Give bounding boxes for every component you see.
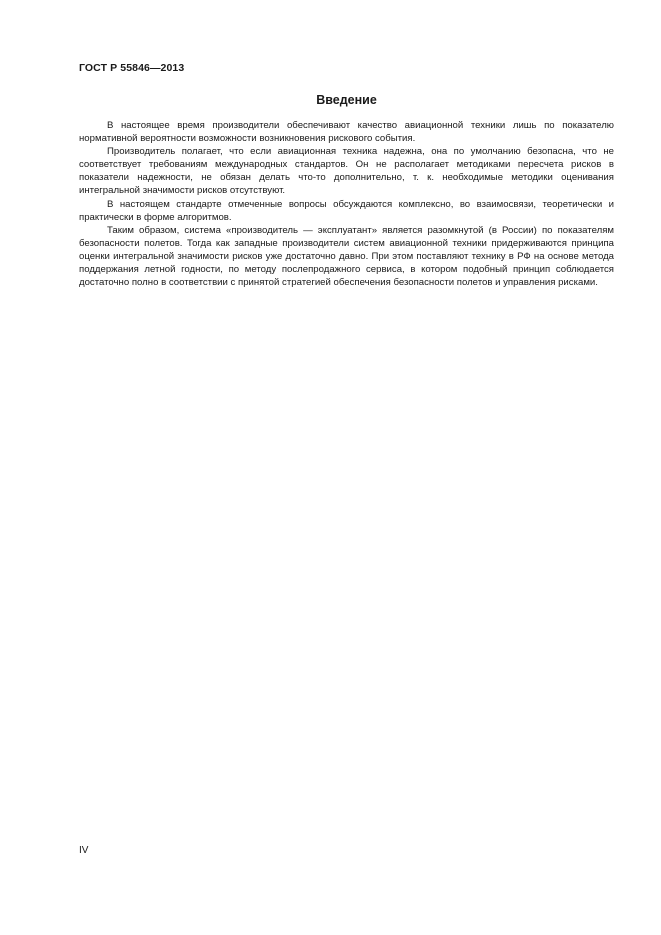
page-number: IV [79,845,89,856]
paragraph-3: В настоящем стандарте отмеченные вопросы обсуждаются комплексно, во взаимосвязи, теоретически и практически в форме алгоритмов. [79,198,614,223]
paragraph-1: В настоящее время производители обеспечивают качество авиационной техники лишь по показателю нормативной вероятности возможности возникновения рискового события. [79,120,614,145]
introduction-body [79,119,614,289]
document-code-header: ГОСТ Р 55846—2013 [79,62,185,74]
paragraph-4: Таким образом, система «производитель — эксплуатант» является разомкнутой (в России) по показателям безопасности полетов. Тогда как западные производители систем авиационной техники придерживаются принципа оценки интегральной значимости рисков уже достаточно давно. При этом поставляют технику в РФ на основе метода поддержания летной годности, по методу послепродажного сервиса, в котором подобный принцип соблюдается достаточно полно в соответствии с принятой стратегией обеспечения безопасности полетов и управления рисками. [79,224,614,289]
paragraph-2: Производитель полагает, что если авиационная техника надежна, она по умолчанию безопасна, что не соответствует требованиям международных стандартов. Он не располагает методиками пересчета рисков в показатели надежности, не обязан делать что-то дополнительно, т. к. необходимые методики оценивания интегральной значимости рисков отсутствуют. [79,146,614,197]
section-title: Введение [316,93,377,107]
